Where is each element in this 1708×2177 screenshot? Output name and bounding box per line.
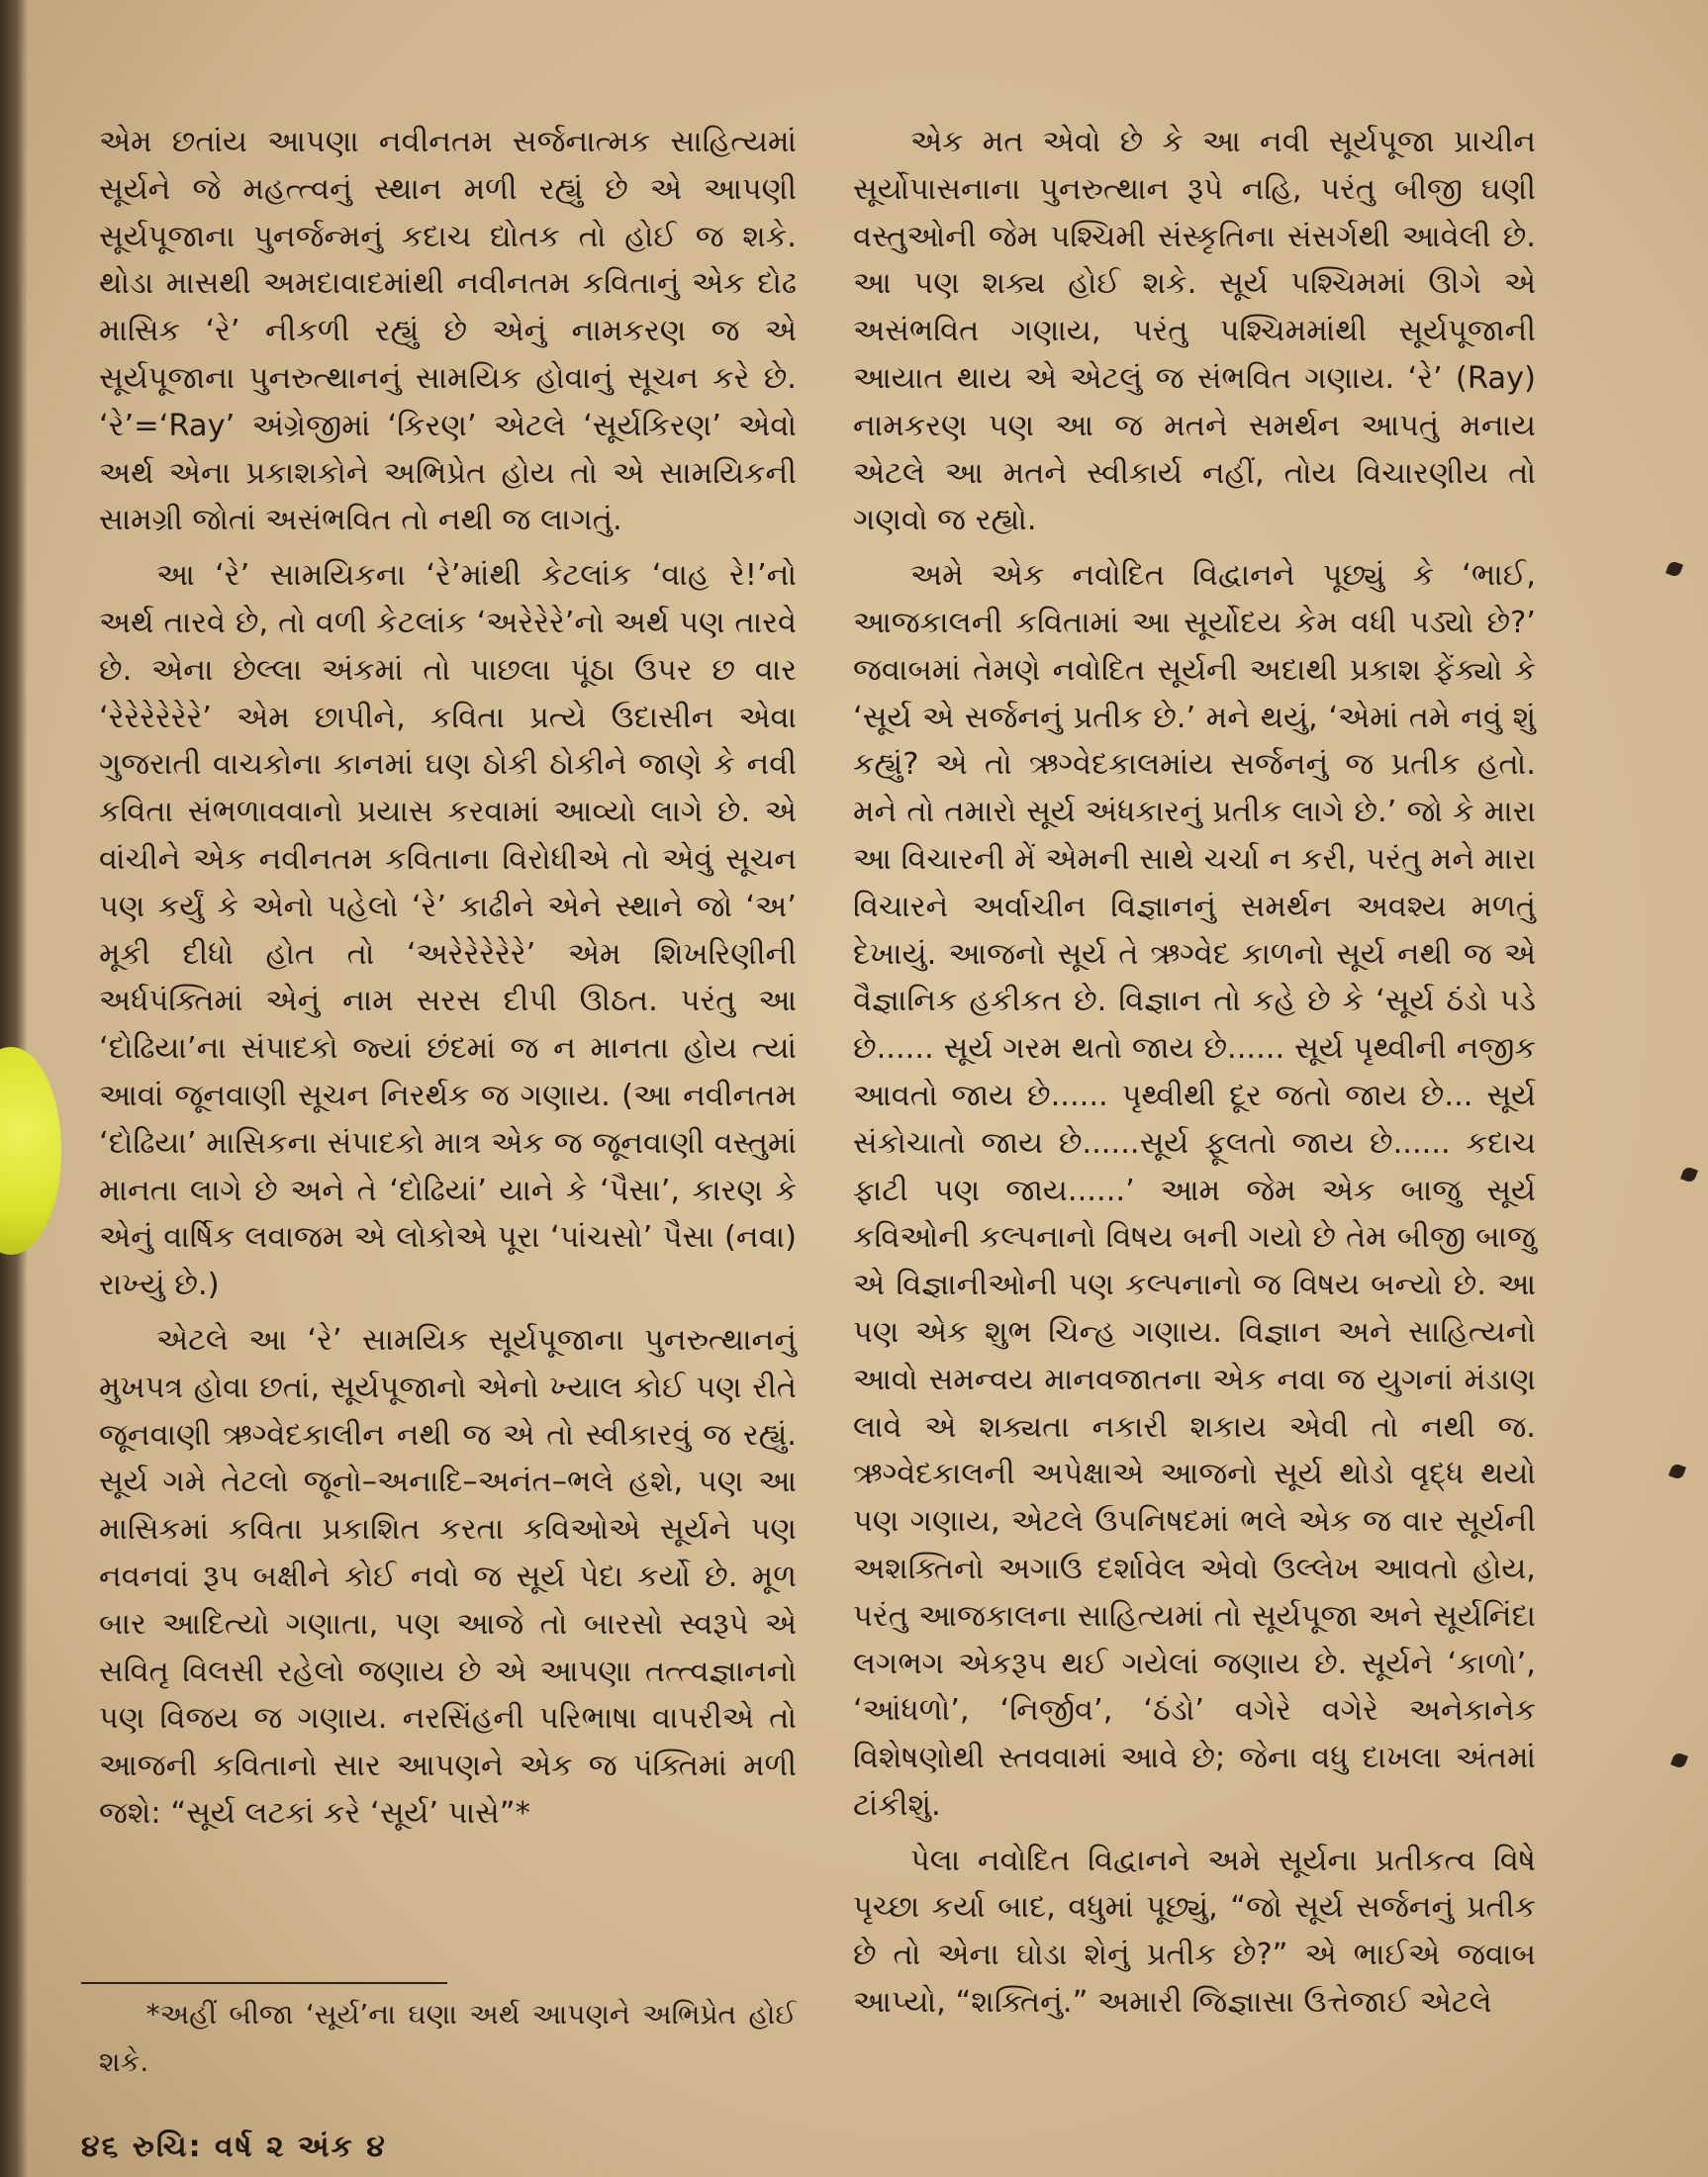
page-folio: ૪૬ રુચિ: વર્ષ ૨ અંક ૪: [81, 2130, 387, 2164]
paper-damage-mark: [1668, 1463, 1686, 1480]
paragraph: આ ‘રે’ સામયિકના ‘રે’માંથી કેટલાંક ‘વાહ રે!’નો અર્થ તારવે છે, તો વળી કેટલાંક ‘અરેરેરે’નો અર્થ પણ તારવે છે. એના છેલ્લા અંકમાં તો પાછલા પૂંઠા ઉપર છ વાર ‘રેરેરેરેરેરે’ એમ છાપીને, કવિતા પ્રત્યે ઉદાસીન એવા ગુજરાતી વાચકોના કાનમાં ઘણ ઠોકી ઠોકીને જાણે કે નવી કવિતા સંભળાવવાનો પ્રયાસ કરવામાં આવ્યો લાગે છે. એ વાંચીને એક નવીનતમ કવિતાના વિરોધીએ તો એવું સૂચન પણ કર્યું કે એનો પહેલો ‘રે’ કાઢીને એને સ્થાને જો ‘અ’ મૂકી દીધો હોત તો ‘અરેરેરેરેરે’ એમ શિખરિણીની અર્ધપંક્તિમાં એનું નામ સરસ દીપી ઊઠત. પરંતુ આ ‘દોઢિયા’ના સંપાદકો જ્યાં છંદમાં જ ન માનતા હોય ત્યાં આવાં જૂનવાણી સૂચન નિરર્થક જ ગણાય. (આ નવીનતમ ‘દોઢિયા’ માસિકના સંપાદકો માત્ર એક જ જૂનવાણી વસ્તુમાં માનતા લાગે છે અને તે ‘દોઢિયાં’ યાને કે ‘પૈસા’, કારણ કે એનું વાર્ષિક લવાજમ એ લોકોએ પૂરા ‘પાંચસો’ પૈસા (નવા) રાખ્યું છે.): [99, 558, 797, 1303]
paper-damage-mark: [1665, 560, 1683, 578]
paragraph: એટલે આ ‘રે’ સામયિક સૂર્યપૂજાના પુનરુત્થાનનું મુખપત્ર હોવા છતાં, સૂર્યપૂજાનો એનો ખ્યાલ કોઈ પણ રીતે જૂનવાણી ઋગ્વેદકાલીન નથી જ એ તો સ્વીકારવું જ રહ્યું. સૂર્ય ગમે તેટલો જૂનો–અનાદિ–અનંત–ભલે હશે, પણ આ માસિકમાં કવિતા પ્રકાશિત કરતા કવિઓએ સૂર્યને પણ નવનવાં રૂપ બક્ષીને કોઈ નવો જ સૂર્ય પેદા કર્યો છે. મૂળ બાર આદિત્યો ગણાતા, પણ આજે તો બારસો સ્વરૂપે એ સવિતૃ વિલસી રહેલો જણાય છે એ આપણા તત્ત્વજ્ઞાનનો પણ વિજય જ ગણાય. નરસિંહની પરિભાષા વાપરીએ તો આજની કવિતાનો સાર આપણને એક જ પંક્તિમાં મળી જશે: “સૂર્ય લટકાં કરે ‘સૂર્ય’ પાસે”*: [99, 1322, 797, 1831]
paragraph: પેલા નવોદિત વિદ્વાનને અમે સૂર્યના પ્રતીકત્વ વિષે પૃચ્છા કર્યા બાદ, વધુમાં પૂછ્યું, “જો સૂર્ય સર્જનનું પ્રતીક છે તો એના ઘોડા શેનું પ્રતીક છે?” એ ભાઈએ જવાબ આપ્યો, “શક્તિનું.” અમારી જિજ્ઞાસા ઉત્તેજાઈ એટલે: [853, 1843, 1536, 2021]
left-column: [99, 119, 797, 1846]
footnote-rule: [81, 1982, 447, 1984]
yellow-page-tab: [0, 1047, 61, 1255]
footnote: *અહીં બીજા ‘સૂર્ય’ના ઘણા અર્થ આપણને અભિપ્રેત હોઈ શકે.: [99, 1998, 797, 2078]
paper-damage-mark: [1680, 1166, 1698, 1183]
paragraph: અમે એક નવોદિત વિદ્વાનને પૂછ્યું કે ‘ભાઈ, આજકાલની કવિતામાં આ સૂર્યોદય કેમ વધી પડ્યો છે?’ જવાબમાં તેમણે નવોદિત સૂર્યની અદાથી પ્રકાશ ફેંક્યો કે ‘સૂર્ય એ સર્જનનું પ્રતીક છે.’ મને થયું, ‘એમાં તમે નવું શું કહ્યું? એ તો ઋગ્વેદકાલમાંય સર્જનનું જ પ્રતીક હતો. મને તો તમારો સૂર્ય અંધકારનું પ્રતીક લાગે છે.’ જો કે મારા આ વિચારની મેં એમની સાથે ચર્ચા ન કરી, પરંતુ મને મારા વિચારને અર્વાચીન વિજ્ઞાનનું સમર્થન અવશ્ય મળતું દેખાયું. આજનો સૂર્ય તે ઋગ્વેદ કાળનો સૂર્ય નથી જ એ વૈજ્ઞાનિક હકીકત છે. વિજ્ઞાન તો કહે છે કે ‘સૂર્ય ઠંડો પડે છે...... સૂર્ય ગરમ થતો જાય છે...... સૂર્ય પૃથ્વીની નજીક આવતો જાય છે...... પૃથ્વીથી દૂર જતો જાય છે... સૂર્ય સંકોચાતો જાય છે......સૂર્ય ફૂલતો જાય છે...... કદાચ ફાટી પણ જાય......’ આમ જેમ એક બાજુ સૂર્ય કવિઓની કલ્પનાનો વિષય બની ગયો છે તેમ બીજી બાજુ એ વિજ્ઞાનીઓની પણ કલ્પનાનો જ વિષય બન્યો છે. આ પણ એક શુભ ચિન્હ ગણાય. વિજ્ઞાન અને સાહિત્યનો આવો સમન્વય માનવજાતના એક નવા જ યુગનાં મંડાણ લાવે એ શક્યતા નકારી શકાય એવી તો નથી જ. ઋગ્વેદકાલની અપેક્ષાએ આજનો સૂર્ય થોડો વૃદ્ધ થયો પણ ગણાય, એટલે ઉપનિષદમાં ભલે એક જ વાર સૂર્યની અશક્તિનો અગાઉ દર્શાવેલ એવો ઉલ્લેખ આવતો હોય, પરંતુ આજકાલના સાહિત્યમાં તો સૂર્યપૂજા અને સૂર્યનિંદા લગભગ એકરૂપ થઈ ગયેલાં જણાય છે. સૂર્યને ‘કાળો’, ‘આંધળો’, ‘નિર્જીવ’, ‘ઠંડો’ વગેરે વગેરે અનેકાનેક વિશેષણોથી સ્તવવામાં આવે છે; જેના વધુ દાખલા અંતમાં ટાંકીશું.: [853, 558, 1536, 1823]
paragraph: એમ છતાંય આપણા નવીનતમ સર્જનાત્મક સાહિત્યમાં સૂર્યને જે મહત્ત્વનું સ્થાન મળી રહ્યું છે એ આપણી સૂર્યપૂજાના પુનર્જન્મનું કદાચ દ્યોતક તો હોઈ જ શકે. થોડા માસથી અમદાવાદમાંથી નવીનતમ કવિતાનું એક દોઢ માસિક ‘રે’ નીકળી રહ્યું છે એનું નામકરણ જ એ સૂર્યપૂજાના પુનરુત્થાનનું સામયિક હોવાનું સૂચન કરે છે. ‘રે’=‘Ray’ અંગ્રેજીમાં ‘કિરણ’ એટલે ‘સૂર્યકિરણ’ એવો અર્થ એના પ્રકાશકોને અભિપ્રેત હોય તો એ સામયિકની સામગ્રી જોતાં અસંભવિત તો નથી જ લાગતું.: [99, 125, 797, 538]
right-column: [853, 119, 1536, 2035]
paragraph: એક મત એવો છે કે આ નવી સૂર્યપૂજા પ્રાચીન સૂર્યોપાસનાના પુનરુત્થાન રૂપે નહિ, પરંતુ બીજી ઘણી વસ્તુઓની જેમ પશ્ચિમી સંસ્કૃતિના સંસર્ગથી આવેલી છે. આ પણ શક્ય હોઈ શકે. સૂર્ય પશ્ચિમમાં ઊગે એ અસંભવિત ગણાય, પરંતુ પશ્ચિમમાંથી સૂર્યપૂજાની આયાત થાય એ એટલું જ સંભવિત ગણાય. ‘રે’ (Ray) નામકરણ પણ આ જ મતને સમર્થન આપતું મનાય એટલે આ મતને સ્વીકાર્ય નહીં, તોય વિચારણીય તો ગણવો જ રહ્યો.: [853, 125, 1536, 538]
paper-damage-mark: [1670, 1751, 1688, 1769]
